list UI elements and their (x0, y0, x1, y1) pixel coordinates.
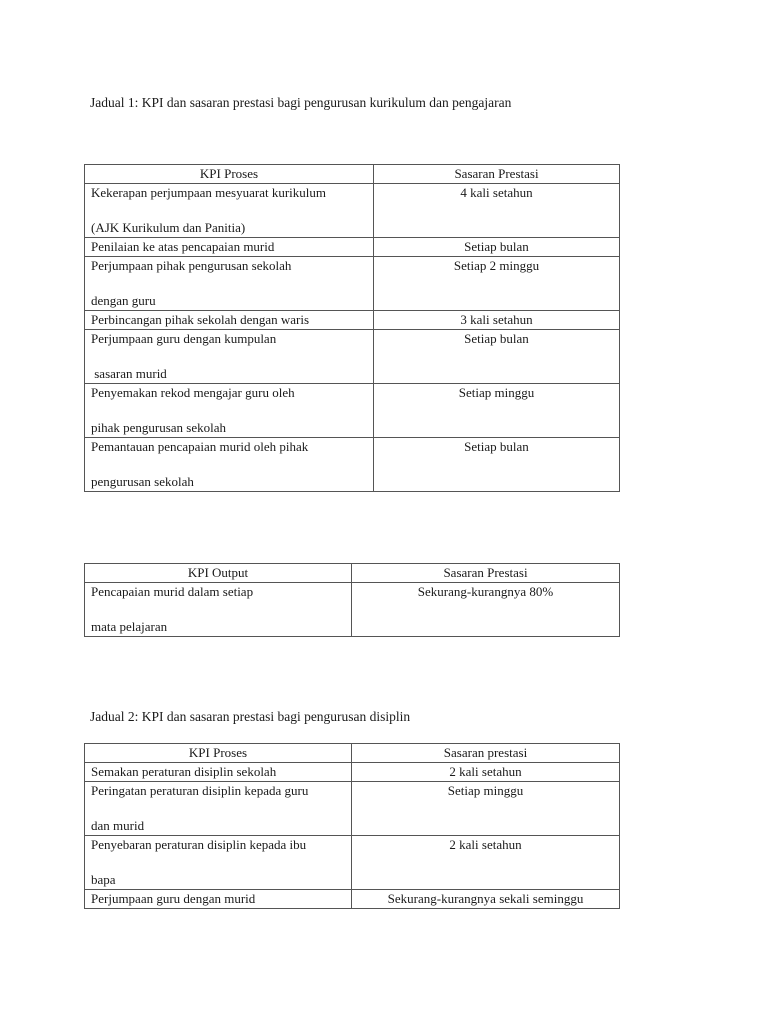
header-sasaran-prestasi: Sasaran prestasi (352, 744, 620, 763)
target-cell: 2 kali setahun (352, 836, 620, 890)
header-kpi-proses: KPI Proses (85, 165, 374, 184)
table1-caption: Jadual 1: KPI dan sasaran prestasi bagi pengurusan kurikulum dan pengajaran (90, 95, 512, 110)
header-sasaran-prestasi: Sasaran Prestasi (352, 564, 620, 583)
kpi-cell: Perjumpaan guru dengan kumpulan sasaran murid (85, 330, 374, 384)
kpi-cell: Perjumpaan pihak pengurusan sekolah dengan guru (85, 257, 374, 311)
kpi-proses-table-2 (84, 743, 620, 909)
kpi-cell: Perjumpaan guru dengan murid (85, 890, 352, 909)
target-cell: Sekurang-kurangnya 80% (352, 583, 620, 637)
target-cell: Setiap minggu (352, 782, 620, 836)
target-cell: Sekurang-kurangnya sekali seminggu (352, 890, 620, 909)
target-cell: 2 kali setahun (352, 763, 620, 782)
kpi-cell: Penilaian ke atas pencapaian murid (85, 238, 374, 257)
target-cell: 4 kali setahun (374, 184, 620, 238)
header-kpi-output: KPI Output (85, 564, 352, 583)
target-cell: Setiap 2 minggu (374, 257, 620, 311)
target-cell: Setiap bulan (374, 238, 620, 257)
target-cell: Setiap bulan (374, 438, 620, 492)
kpi-cell: Peringatan peraturan disiplin kepada guru dan murid (85, 782, 352, 836)
kpi-cell: Pemantauan pencapaian murid oleh pihak pengurusan sekolah (85, 438, 374, 492)
target-cell: Setiap bulan (374, 330, 620, 384)
kpi-cell: Semakan peraturan disiplin sekolah (85, 763, 352, 782)
kpi-cell: Penyemakan rekod mengajar guru oleh pihak pengurusan sekolah (85, 384, 374, 438)
kpi-cell: Kekerapan perjumpaan mesyuarat kurikulum (AJK Kurikulum dan Panitia) (85, 184, 374, 238)
kpi-proses-table-1 (84, 164, 620, 492)
kpi-output-table (84, 563, 620, 637)
header-sasaran-prestasi: Sasaran Prestasi (374, 165, 620, 184)
table2-caption: Jadual 2: KPI dan sasaran prestasi bagi pengurusan disiplin (90, 709, 411, 724)
header-kpi-proses: KPI Proses (85, 744, 352, 763)
kpi-cell: Pencapaian murid dalam setiap mata pelajaran (85, 583, 352, 637)
kpi-cell: Perbincangan pihak sekolah dengan waris (85, 311, 374, 330)
target-cell: 3 kali setahun (374, 311, 620, 330)
kpi-cell: Penyebaran peraturan disiplin kepada ibu bapa (85, 836, 352, 890)
target-cell: Setiap minggu (374, 384, 620, 438)
